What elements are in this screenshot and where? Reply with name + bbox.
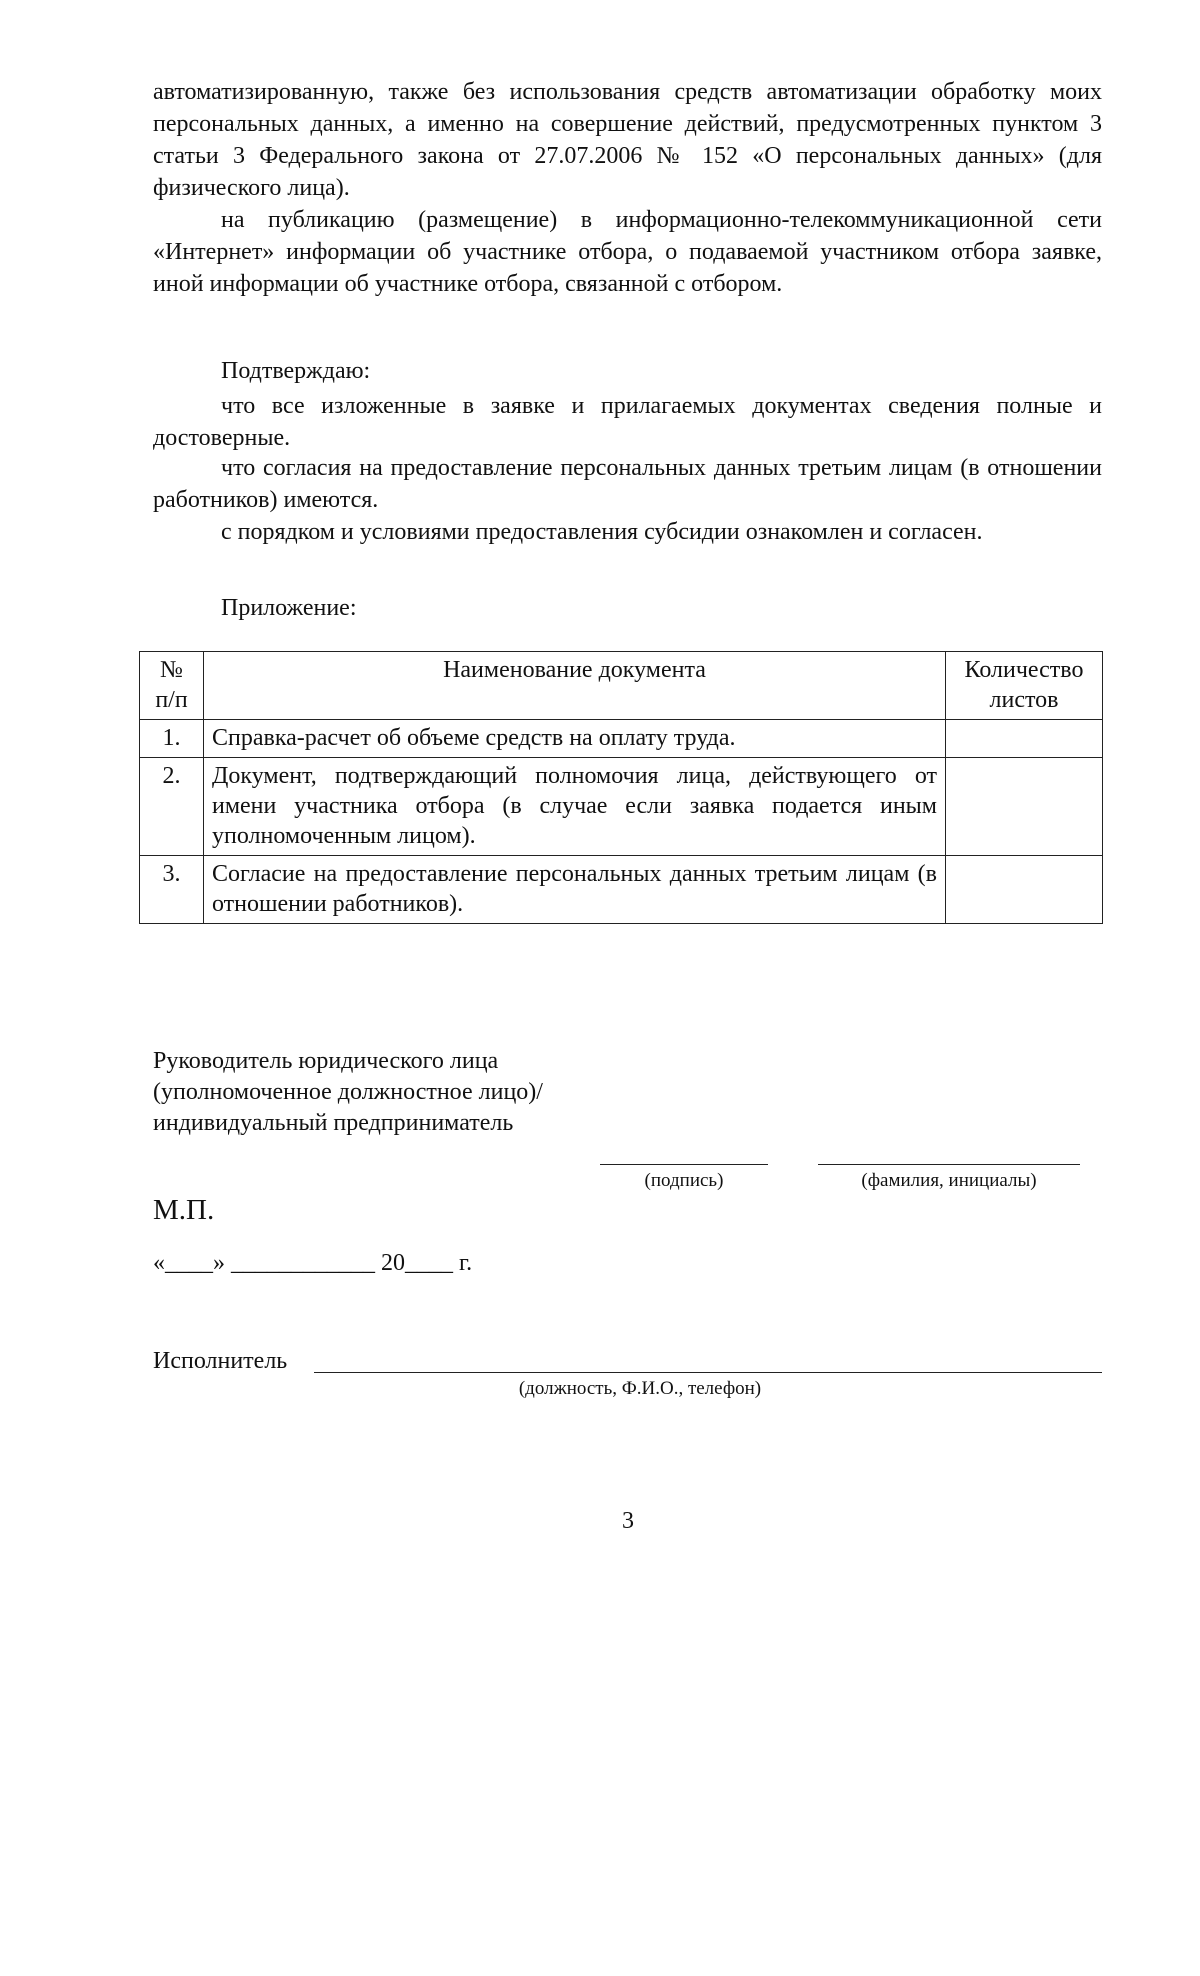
document-name: Согласие на предоставление персональных данных третьим лицам (в отношении работников).: [204, 856, 946, 924]
confirm-item: что все изложенные в заявке и прилагаемых документах сведения полные и достоверные.: [153, 393, 1102, 451]
executor-label: Исполнитель: [153, 1348, 288, 1374]
table-row: [140, 758, 1103, 856]
name-initials-line: [818, 1164, 1080, 1165]
table-row: [140, 856, 1103, 924]
table-header-row: [140, 652, 1103, 720]
signer-title-line: индивидуальный предприниматель: [153, 1110, 514, 1136]
confirm-item: с порядком и условиями предоставления субсидии ознакомлен и согласен.: [221, 519, 983, 545]
publication-consent-paragraph: на публикацию (размещение) в информационно-телекоммуникационной сети «Интернет» информации об участнике отбора, о подаваемой участником отбора заявке, иной информации об участнике отбора, связанной с отбором.: [153, 207, 1102, 297]
executor-caption: (должность, Ф.И.О., телефон): [518, 1378, 762, 1399]
appendix-table: [139, 651, 1103, 924]
sheet-count: [946, 856, 1103, 924]
confirm-heading: Подтверждаю:: [221, 358, 371, 384]
row-number: 2.: [140, 758, 204, 856]
page-number: 3: [622, 1508, 634, 1534]
column-header-number: № п/п: [140, 652, 204, 720]
confirm-item: что согласия на предоставление персональных данных третьим лицам (в отношении работников) имеются.: [153, 455, 1102, 513]
executor-line: [314, 1372, 1102, 1373]
column-header-document-name: Наименование документа: [204, 652, 946, 720]
document-name: Документ, подтверждающий полномочия лица, действующего от имени участника отбора (в случае если заявка подается иным уполномоченным лицом).: [204, 758, 946, 856]
signer-title-line: (уполномоченное должностное лицо)/: [153, 1079, 543, 1105]
document-name: Справка-расчет об объеме средств на оплату труда.: [204, 720, 946, 758]
table-row: [140, 720, 1103, 758]
consent-paragraph: автоматизированную, также без использования средств автоматизации обработку моих персональных данных, а именно на совершение действий, предусмотренных пунктом 3 статьи 3 Федерального закона от 27.07.2006 № 152 «О персональных данных» (для физического лица).: [153, 79, 1102, 201]
sheet-count: [946, 758, 1103, 856]
column-header-sheet-count: Количество листов: [946, 652, 1103, 720]
signer-title: [153, 1046, 853, 1139]
signer-title-line: Руководитель юридического лица: [153, 1048, 499, 1074]
sheet-count: [946, 720, 1103, 758]
signature-line: [600, 1164, 768, 1165]
row-number: 3.: [140, 856, 204, 924]
date-line: «____» ____________ 20____ г.: [153, 1250, 473, 1276]
appendix-heading: Приложение:: [221, 595, 357, 621]
row-number: 1.: [140, 720, 204, 758]
name-initials-caption: (фамилия, инициалы): [861, 1170, 1037, 1191]
stamp-place-label: М.П.: [153, 1194, 215, 1226]
signature-caption: (подпись): [644, 1170, 724, 1191]
